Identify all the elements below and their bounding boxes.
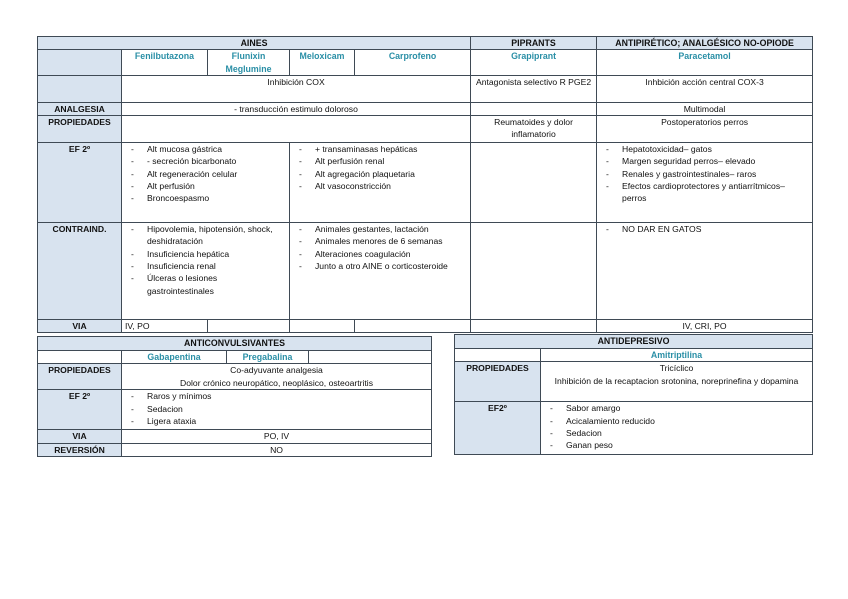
drug-amitriptilina: Amitriptilina <box>541 349 813 362</box>
antidep-label-propiedades: PROPIEDADES <box>455 362 541 402</box>
anticonv-ef2 <box>122 390 432 430</box>
anticonv-label-ef2: EF 2º <box>38 390 122 430</box>
mechanism-paracetamol: Inhbición acción central COX-3 <box>597 75 813 102</box>
mechanism-grapiprant: Antagonista selectivo R PGE2 <box>471 75 597 102</box>
group-aines: AINES <box>38 37 471 50</box>
list-item: - Insuficiencia renal <box>125 260 286 272</box>
ef2-aines-col1 <box>122 143 290 223</box>
drug-flunixin: Flunixin Meglumine <box>208 50 290 76</box>
mechanism-aines: Inhibición COX <box>122 75 471 102</box>
anticonv-empty-cell <box>38 351 122 364</box>
list-item: - Sedacion <box>544 427 809 439</box>
list-item: - Ligera ataxia <box>125 415 428 427</box>
list-item: - + transaminasas hepáticas <box>293 143 467 155</box>
via-meloxicam <box>290 320 355 333</box>
antidep-empty-cell <box>455 349 541 362</box>
list-item: - - secreción bicarbonato <box>125 155 286 167</box>
drug-fenilbutazona: Fenilbutazona <box>122 50 208 76</box>
drug-paracetamol: Paracetamol <box>597 50 813 76</box>
drug-gabapentina: Gabapentina <box>122 351 227 364</box>
list-item: - Sedacion <box>125 403 428 415</box>
list-item: - Acicalamiento reducido <box>544 415 809 427</box>
propiedades-line: Inhibición de la recaptacion srotonina, noreprinefina y dopamina <box>554 375 799 386</box>
anticonv-label-reversion: REVERSIÓN <box>38 443 122 456</box>
label-contraind: CONTRAIND. <box>38 223 122 320</box>
list-item: - Efectos cardioprotectores y antiarrítmicos– perros <box>600 180 809 205</box>
anticonvulsivantes-table <box>37 336 432 457</box>
antidep-title: ANTIDEPRESIVO <box>455 335 813 349</box>
list-item: - Úlceras o lesiones gastrointestinales <box>125 272 286 297</box>
contraind-aines-col2 <box>290 223 471 320</box>
list-item: - Sabor amargo <box>544 402 809 414</box>
drug-carprofeno: Carprofeno <box>355 50 471 76</box>
analgesia-grapiprant <box>471 102 597 115</box>
anticonv-title: ANTICONVULSIVANTES <box>38 337 432 351</box>
mechanism-label <box>38 75 122 102</box>
list-item: - Ganan peso <box>544 439 809 451</box>
list-item: - Animales menores de 6 semanas <box>293 235 467 247</box>
drug-meloxicam: Meloxicam <box>290 50 355 76</box>
propiedades-aines <box>122 116 471 143</box>
propiedades-line: Co-adyuvante analgesia <box>230 365 323 376</box>
list-item: - Junto a otro AINE o corticosteroide <box>293 260 467 272</box>
drug-pregabalina: Pregabalina <box>227 351 309 364</box>
via-paracetamol: IV, CRI, PO <box>597 320 813 333</box>
main-table <box>37 36 813 333</box>
list-item: - Alteraciones coagulación <box>293 248 467 260</box>
list-item: - Renales y gastrointestinales– raros <box>600 168 809 180</box>
group-antipiretico: ANTIPIRÉTICO; ANALGÉSICO NO-OPIODE <box>597 37 813 50</box>
list-item: - Alt vasoconstricción <box>293 180 467 192</box>
contraind-aines-col1 <box>122 223 290 320</box>
ef2-aines-col2 <box>290 143 471 223</box>
list-item: - Insuficiencia hepática <box>125 248 286 260</box>
label-analgesia: ANALGESIA <box>38 102 122 115</box>
propiedades-line: Tricíclico <box>659 363 694 374</box>
group-piprants: PIPRANTS <box>471 37 597 50</box>
list-item: - Hepatotoxicidad– gatos <box>600 143 809 155</box>
contraind-paracetamol <box>597 223 813 320</box>
list-item: - NO DAR EN GATOS <box>600 223 809 235</box>
ef2-grapiprant <box>471 143 597 223</box>
anticonv-label-propiedades: PROPIEDADES <box>38 364 122 390</box>
antidepresivo-table <box>454 334 813 455</box>
list-item: - Broncoespasmo <box>125 192 286 204</box>
list-item: - Alt agregación plaquetaria <box>293 168 467 180</box>
antidep-label-ef2: EF2º <box>455 402 541 455</box>
list-item: - Raros y mínimos <box>125 390 428 402</box>
label-via: VIA <box>38 320 122 333</box>
drug-grapiprant: Grapiprant <box>471 50 597 76</box>
anticonv-label-via: VIA <box>38 430 122 443</box>
label-ef2: EF 2º <box>38 143 122 223</box>
via-carprofeno <box>355 320 471 333</box>
analgesia-paracetamol: Multimodal <box>597 102 813 115</box>
empty-label-cell <box>38 50 122 76</box>
label-propiedades: PROPIEDADES <box>38 116 122 143</box>
via-grapiprant <box>471 320 597 333</box>
via-flunixin <box>208 320 290 333</box>
contraind-grapiprant <box>471 223 597 320</box>
anticonv-via: PO, IV <box>122 430 432 443</box>
anticonv-propiedades <box>122 364 432 390</box>
list-item: - Alt regeneración celular <box>125 168 286 180</box>
antidep-propiedades <box>541 362 813 402</box>
propiedades-line: Dolor crónico neuropático, neoplásico, osteoartritis <box>180 377 373 388</box>
analgesia-aines: - transducción estimulo doloroso <box>122 102 471 115</box>
anticonv-reversion: NO <box>122 443 432 456</box>
list-item: - Alt perfusión <box>125 180 286 192</box>
ef2-paracetamol <box>597 143 813 223</box>
list-item: - Hipovolemia, hipotensión, shock, deshidratación <box>125 223 286 248</box>
list-item: - Alt mucosa gástrica <box>125 143 286 155</box>
list-item: - Alt perfusión renal <box>293 155 467 167</box>
propiedades-paracetamol: Postoperatorios perros <box>597 116 813 143</box>
anticonv-empty-cell <box>309 351 432 364</box>
list-item: - Animales gestantes, lactación <box>293 223 467 235</box>
antidep-ef2 <box>541 402 813 455</box>
list-item: - Margen seguridad perros– elevado <box>600 155 809 167</box>
via-aines: IV, PO <box>122 320 208 333</box>
propiedades-grapiprant: Reumatoides y dolor inflamatorio <box>471 116 597 143</box>
